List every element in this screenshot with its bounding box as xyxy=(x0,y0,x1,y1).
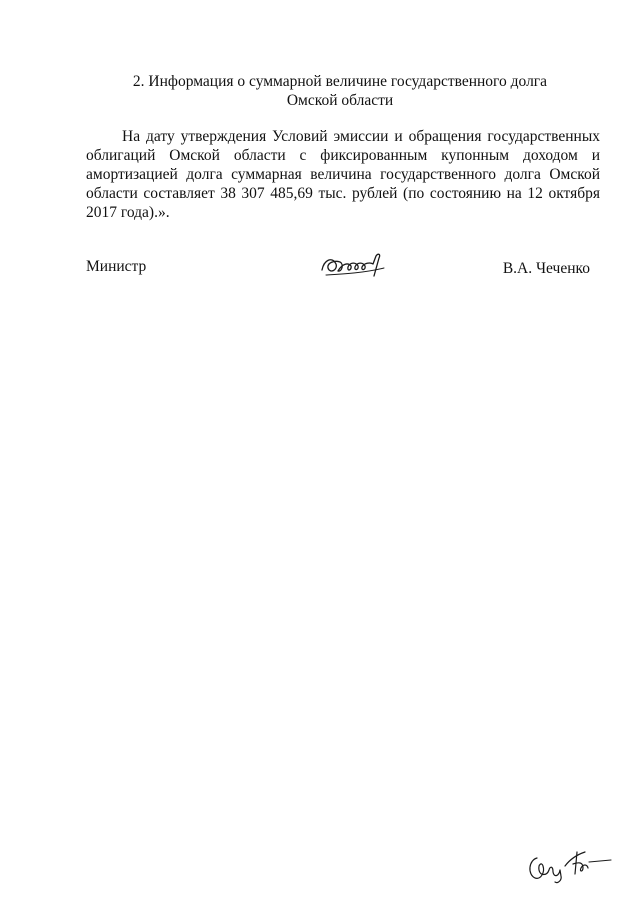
signer-name: В.А. Чеченко xyxy=(502,260,590,277)
handwritten-initials xyxy=(525,840,615,890)
signer-role: Министр xyxy=(86,258,147,275)
body-paragraph: На дату утверждения Условий эмиссии и обращения государственных облигаций Омской области с фиксированным купонным доходом и амортизацией долга суммарная величина государственного долга Омской области составляет 38 307 485,69 тыс. рублей (по состоянию на 12 октября 2017 года).». xyxy=(86,128,600,221)
section-heading-continuation: Омской области xyxy=(286,92,394,109)
signature-block xyxy=(86,250,600,290)
section-heading: 2. Информация о суммарной величине государственного долга xyxy=(132,73,548,90)
handwritten-signature xyxy=(318,250,388,280)
